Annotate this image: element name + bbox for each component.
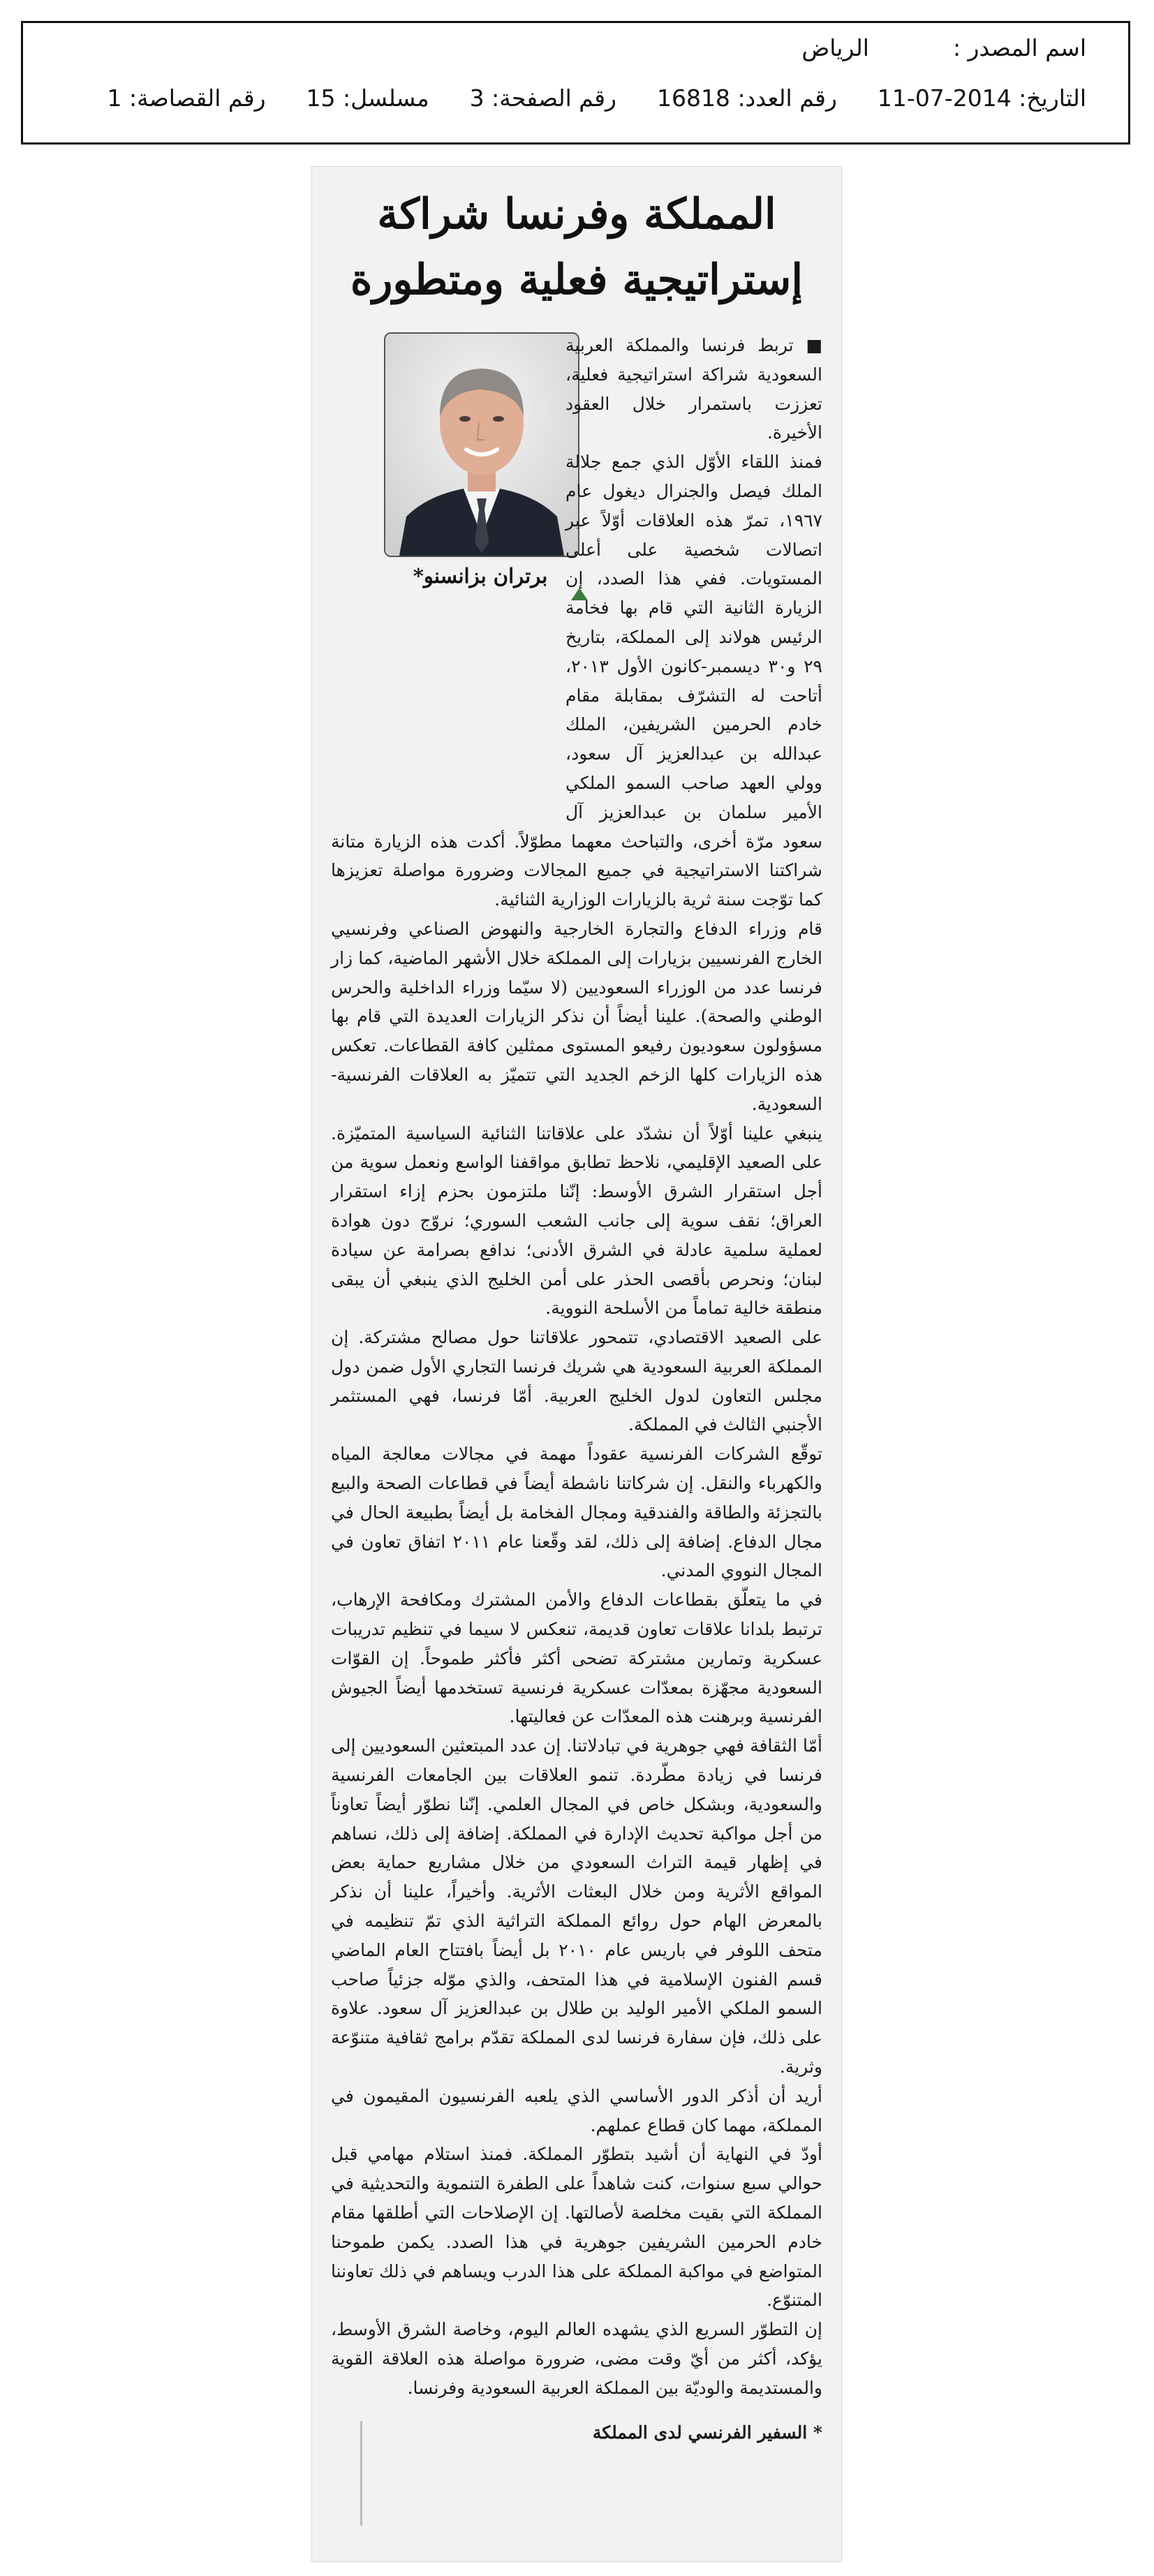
article-paragraph-5: على الصعيد الاقتصادي، تتمحور علاقاتنا حول مصالح مشتركة. إن المملكة العربية السعودية هي شريك فرنسا التجاري الأول ضمن دول مجلس التعاون لدول الخليج العربية. أمّا فرنسا، فهي المستثمر الأجنبي الثالث في المملكة. (331, 1327, 822, 1435)
source-label: اسم المصدر : (952, 34, 1086, 61)
article-paragraph-2: فمنذ اللقاء الأوّل الذي جمع جلالة الملك فيصل والجنرال ديغول عام ١٩٦٧، تمرّ هذه العلاقات أوّلاً عبر اتصالات شخصية على أعلى المستويات. ففي هذا الصدد، إن الزيارة الثانية التي قام بها فخامة الرئيس هولاند إلى المملكة، بتاريخ ٢٩ و٣٠ ديسمبر-كانون الأول ٢٠١٣، أتاحت له التشرّف بمقابلة مقام خادم الحرمين الشريفين، الملك عبدالله بن عبدالعزيز آل سعود، وولي العهد صاحب السمو الملكي الأمير سلمان بن عبدالعزيز آل سعود مرّة أخرى، والتباحث معهما مطوّلاً. أكدت هذه الزيارة متانة شراكتنا الاستراتيجية في جميع المجالات وضرورة مواصلة تعزيزها كما توّجت سنة ثرية بالزيارات الوزارية الثنائية. (331, 452, 822, 910)
clip-number-value: 1 (107, 84, 122, 112)
clip-number-label: رقم القصاصة: (128, 84, 266, 112)
clipping-metadata-header (21, 21, 1130, 145)
source-value: الرياض (801, 34, 869, 61)
issue-field (657, 84, 837, 112)
date-field (878, 84, 1086, 112)
article-paragraph-4: ينبغي علينا أوّلاً أن نشدّد على علاقاتنا الثنائية السياسية المتميّزة. على الصعيد الإقليمي، نلاحظ تطابق مواقفنا الواسع ونعمل سوية من أجل استقرار الشرق الأوسط: إنّنا ملتزمون بحزم إزاء استقرار العراق؛ نقف سوية إلى جانب الشعب السوري؛ نروّج دون هوادة لعملية سلمية عادلة في الشرق الأدنى؛ ندافع بصرامة عن سيادة لبنان؛ ونحرص بأقصى الحذر على أمن الخليج الذي ينبغي أن يبقى منطقة خالية تماماً من الأسلحة النووية. (331, 1123, 822, 1319)
article-paragraph-1: ■ تربط فرنسا والمملكة العربية السعودية شراكة استراتيجية فعلية، تعززت باستمرار خلال العقود الأخيرة. (565, 335, 822, 443)
page-field (470, 84, 616, 112)
issue-details-row (107, 84, 1086, 112)
page-value: 3 (469, 84, 484, 112)
serial-label: مسلسل: (343, 84, 429, 112)
article-body (331, 331, 822, 2447)
article-paragraph-10: أودّ في النهاية أن أشيد بتطوّر المملكة. فمنذ استلام مهامي قبل حوالي سبع سنوات، كنت شاهداً على الطفرة التنموية والتحديثية في المملكة التي بقيت مخلصة لأصالتها. إن الإصلاحات التي أطلقها مقام خادم الحرمين الشريفين جوهرية في هذا الصدد. يكمن طموحنا المتواضع في مواكبة المملكة على هذا الدرب ويساهم في ذلك تعاوننا المتنوّع. (331, 2144, 822, 2311)
date-label: التاريخ: (1019, 84, 1086, 112)
newspaper-clipping (311, 166, 842, 2562)
article-headline (311, 182, 842, 313)
article-paragraph-3: قام وزراء الدفاع والتجارة الخارجية والنهوض الصناعي وفرنسيي الخارج الفرنسيين بزيارات إلى المملكة خلال الأشهر الماضية، كما زار فرنسا عدد من الوزراء السعوديين (لا سيّما وزراء الداخلية والحرس الوطني والصحة). علينا أيضاً أن نذكر الزيارات العديدة التي قام بها مسؤولون سعوديون رفيعو المستوى ممثلين كافة القطاعات. تعكس هذه الزيارات كلها الزخم الجديد التي تتميّز به العلاقات الفرنسية-السعودية. (331, 918, 822, 1114)
date-value: 2014-07-11 (877, 84, 1012, 112)
source-row (801, 34, 1086, 61)
serial-field (306, 84, 429, 112)
clip-number-field (107, 84, 265, 112)
page-label: رقم الصفحة: (491, 84, 616, 112)
headline-line-2: إستراتيجية فعلية ومتطورة (350, 256, 804, 304)
author-footnote: * السفير الفرنسي لدى المملكة (592, 2422, 822, 2443)
issue-value: 16818 (656, 84, 730, 112)
article-paragraph-6: توقّع الشركات الفرنسية عقوداً مهمة في مجالات معالجة المياه والكهرباء والنقل. إن شركاتنا ناشطة أيضاً في قطاعات الصحة والبيع بالتجزئة والطاقة والفندقية ومجال الفخامة بل أيضاً بطبيعة الحال في مجال الدفاع. إضافة إلى ذلك، لقد وقّعنا عام ٢٠١١ اتفاق تعاون في المجال النووي المدني. (331, 1444, 822, 1581)
serial-value: 15 (306, 84, 336, 112)
author-caption: برتران بزانسنو* (413, 564, 548, 588)
article-paragraph-9: أريد أن أذكر الدور الأساسي الذي يلعبه الفرنسيون المقيمون في المملكة، مهما كان قطاع عملهم. (331, 2085, 822, 2135)
headline-line-1: المملكة وفرنسا شراكة (377, 190, 776, 239)
article-paragraph-11: إن التطوّر السريع الذي يشهده العالم اليوم، وخاصة الشرق الأوسط، يؤكد، أكثر من أيّ وقت مضى، ضرورة مواصلة هذه العلاقة القوية والمستديمة والوديّة بين المملكة العربية السعودية وفرنسا. (331, 2319, 822, 2398)
article-paragraph-7: في ما يتعلّق بقطاعات الدفاع والأمن المشترك ومكافحة الإرهاب، ترتبط بلدانا علاقات تعاون قديمة، تنعكس لا سيما في تنظيم تدريبات عسكرية وتمارين مشتركة تضحى أكثر فأكثر طموحاً. إن القوّات السعودية مجهّزة بمعدّات عسكرية فرنسية تستخدمها أيضاً الجيوش الفرنسية وبرهنت هذه المعدّات عن فعاليتها. (331, 1590, 822, 1727)
issue-label: رقم العدد: (737, 84, 837, 112)
photo-text-wrap-space (331, 331, 554, 813)
article-paragraph-8: أمّا الثقافة فهي جوهرية في تبادلاتنا. إن عدد المبتعثين السعوديين إلى فرنسا في زيادة مطّردة. تنمو العلاقات بين الجامعات الفرنسية والسعودية، وبشكل خاص في المجال العلمي. إنّنا نطوّر أيضاً تعاوناً من أجل مواكبة تحديث الإدارة في المملكة. إضافة إلى ذلك، نساهم في إظهار قيمة التراث السعودي من خلال مشاريع حماية بعض المواقع الأثرية ومن خلال البعثات الأثرية. وأخيراً، علينا أن نذكر بالمعرض الهام حول روائع المملكة التراثية الذي تمّ تنظيمه في متحف اللوفر في باريس عام ٢٠١٠ بل أيضاً بافتتاح العام الماضي قسم الفنون الإسلامية في هذا المتحف، والذي موّله جزئياً صاحب السمو الملكي الأمير الوليد بن طلال بن عبدالعزيز آل سعود. علاوة على ذلك، فإن سفارة فرنسا لدى المملكة تقدّم برامج ثقافية متنوّعة وثرية. (331, 1735, 822, 2078)
